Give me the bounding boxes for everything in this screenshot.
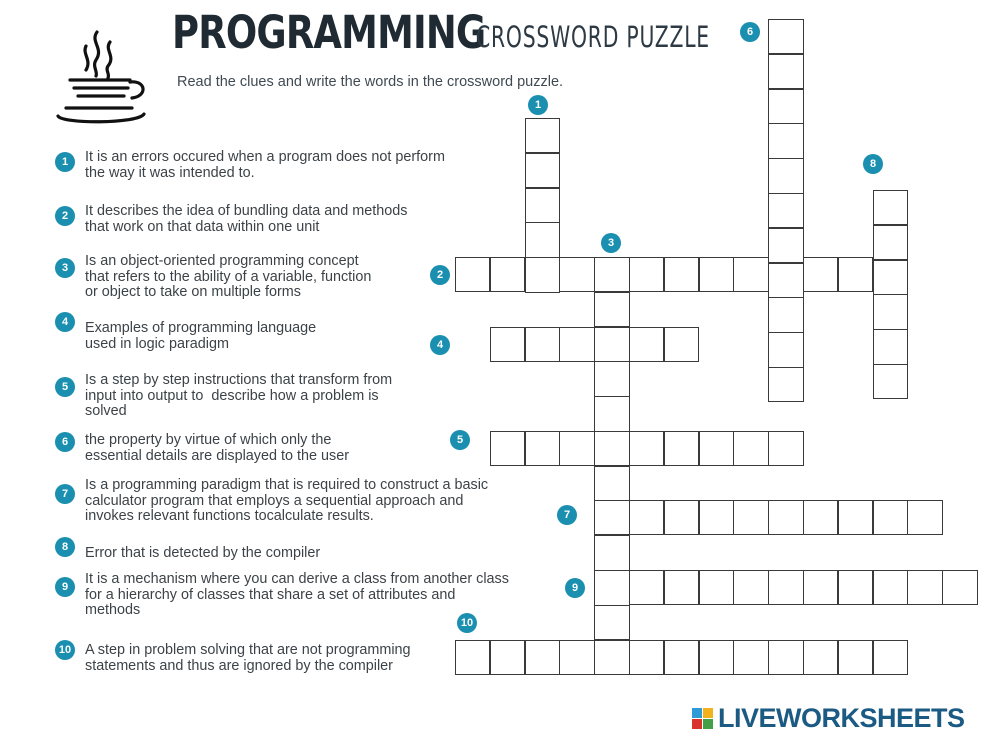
crossword-cell[interactable] [629, 431, 664, 466]
crossword-cell[interactable] [768, 89, 803, 124]
grid-number-3: 3 [601, 233, 621, 253]
crossword-cell[interactable] [629, 327, 664, 362]
crossword-cell[interactable] [873, 294, 908, 329]
crossword-cell[interactable] [907, 570, 942, 605]
clue-number: 4 [55, 312, 75, 332]
clue-text: Is an object-oriented programming concept that refers to the ability of a variable, function or object to take on multiple forms [85, 253, 372, 300]
crossword-cell[interactable] [594, 292, 629, 327]
crossword-cell[interactable] [768, 297, 803, 332]
crossword-cell[interactable] [733, 640, 768, 675]
crossword-cell[interactable] [629, 500, 664, 535]
crossword-cell[interactable] [525, 188, 560, 223]
brand-name: LIVEWORKSHEETS [718, 703, 965, 733]
crossword-cell[interactable] [525, 222, 560, 257]
crossword-cell[interactable] [594, 257, 629, 292]
crossword-cell[interactable] [699, 257, 734, 292]
clue-text: Is a programming paradigm that is required to construct a basic calculator program that employs a sequential approach and invokes relevant functions tocalculate results. [85, 477, 489, 524]
crossword-cell[interactable] [525, 327, 560, 362]
grid-number-9: 9 [565, 578, 585, 598]
grid-number-2: 2 [430, 265, 450, 285]
crossword-cell[interactable] [699, 570, 734, 605]
crossword-cell[interactable] [490, 431, 525, 466]
crossword-cell[interactable] [768, 19, 803, 54]
crossword-cell[interactable] [559, 431, 594, 466]
crossword-cell[interactable] [664, 570, 699, 605]
crossword-cell[interactable] [768, 228, 803, 263]
clue-text: It is an errors occured when a program does not perform the way it was intended to. [85, 149, 445, 181]
crossword-cell[interactable] [525, 257, 560, 292]
crossword-cell[interactable] [803, 500, 838, 535]
crossword-cell[interactable] [873, 190, 908, 225]
crossword-cell[interactable] [629, 570, 664, 605]
clue-text: A step in problem solving that are not programming statements and thus are ignored by the compiler [85, 642, 411, 674]
crossword-cell[interactable] [594, 466, 629, 501]
grid-number-7: 7 [557, 505, 577, 525]
crossword-cell[interactable] [594, 327, 629, 362]
crossword-cell[interactable] [455, 640, 490, 675]
crossword-cell[interactable] [768, 193, 803, 228]
crossword-cell[interactable] [873, 500, 908, 535]
crossword-cell[interactable] [768, 54, 803, 89]
clue-number: 2 [55, 206, 75, 226]
clue-number: 3 [55, 258, 75, 278]
crossword-cell[interactable] [768, 263, 803, 298]
page-subtitle: CROSSWORD PUZZLE [476, 20, 710, 54]
grid-number-4: 4 [430, 335, 450, 355]
crossword-cell[interactable] [594, 396, 629, 431]
clue-text: Is a step by step instructions that transform from input into output to describe how a problem is solved [85, 372, 393, 419]
clue-number: 8 [55, 537, 75, 557]
crossword-cell[interactable] [733, 500, 768, 535]
clue-number: 6 [55, 432, 75, 452]
crossword-cell[interactable] [559, 257, 594, 292]
crossword-cell[interactable] [664, 500, 699, 535]
crossword-cell[interactable] [490, 257, 525, 292]
crossword-cell[interactable] [873, 329, 908, 364]
crossword-cell[interactable] [873, 225, 908, 260]
liveworksheets-brand [692, 703, 965, 734]
clue-number: 7 [55, 484, 75, 504]
clue-text: Examples of programming language used in logic paradigm [85, 320, 317, 352]
clue-text: Error that is detected by the compiler [85, 545, 321, 561]
crossword-cell[interactable] [803, 570, 838, 605]
clue-text: the property by virtue of which only the essential details are displayed to the user [85, 432, 349, 464]
clue-text: It is a mechanism where you can derive a class from another class for a hierarchy of classes that share a set of attributes and methods [85, 571, 509, 618]
crossword-cell[interactable] [733, 431, 768, 466]
crossword-cell[interactable] [594, 640, 629, 675]
crossword-cell[interactable] [873, 640, 908, 675]
crossword-cell[interactable] [699, 640, 734, 675]
crossword-cell[interactable] [664, 431, 699, 466]
crossword-cell[interactable] [594, 535, 629, 570]
crossword-cell[interactable] [907, 500, 942, 535]
crossword-cell[interactable] [525, 431, 560, 466]
crossword-cell[interactable] [768, 332, 803, 367]
crossword-cell[interactable] [664, 327, 699, 362]
crossword-cell[interactable] [768, 570, 803, 605]
grid-number-10: 10 [457, 613, 477, 633]
crossword-cell[interactable] [768, 158, 803, 193]
grid-number-8: 8 [863, 154, 883, 174]
crossword-cell[interactable] [455, 257, 490, 292]
crossword-cell[interactable] [838, 570, 873, 605]
page-title: PROGRAMMING [172, 6, 486, 59]
crossword-cell[interactable] [873, 260, 908, 295]
coffee-cup-icon [52, 24, 152, 134]
grid-number-1: 1 [528, 95, 548, 115]
crossword-cell[interactable] [733, 570, 768, 605]
crossword-cell[interactable] [664, 640, 699, 675]
crossword-cell[interactable] [873, 364, 908, 399]
crossword-cell[interactable] [525, 640, 560, 675]
crossword-cell[interactable] [768, 431, 803, 466]
crossword-cell[interactable] [803, 640, 838, 675]
liveworksheets-logo-icon [692, 708, 714, 730]
clue-number: 1 [55, 152, 75, 172]
crossword-cell[interactable] [803, 257, 838, 292]
crossword-cell[interactable] [629, 640, 664, 675]
crossword-cell[interactable] [559, 640, 594, 675]
crossword-cell[interactable] [490, 640, 525, 675]
crossword-cell[interactable] [873, 570, 908, 605]
crossword-cell[interactable] [768, 500, 803, 535]
crossword-cell[interactable] [838, 257, 873, 292]
crossword-cell[interactable] [594, 570, 629, 605]
crossword-cell[interactable] [838, 500, 873, 535]
grid-number-5: 5 [450, 430, 470, 450]
crossword-cell[interactable] [664, 257, 699, 292]
crossword-cell[interactable] [699, 431, 734, 466]
crossword-cell[interactable] [525, 118, 560, 153]
crossword-cell[interactable] [629, 257, 664, 292]
crossword-cell[interactable] [699, 500, 734, 535]
crossword-cell[interactable] [942, 570, 977, 605]
crossword-cell[interactable] [490, 327, 525, 362]
crossword-cell[interactable] [594, 361, 629, 396]
clue-number: 5 [55, 377, 75, 397]
grid-number-6: 6 [740, 22, 760, 42]
crossword-cell[interactable] [559, 327, 594, 362]
crossword-cell[interactable] [733, 257, 768, 292]
crossword-cell[interactable] [768, 123, 803, 158]
crossword-cell[interactable] [768, 640, 803, 675]
crossword-cell[interactable] [594, 500, 629, 535]
clue-text: It describes the idea of bundling data and methods that work on that data within one unit [85, 203, 408, 235]
crossword-cell[interactable] [838, 640, 873, 675]
crossword-cell[interactable] [594, 431, 629, 466]
clue-number: 10 [55, 640, 75, 660]
clue-number: 9 [55, 577, 75, 597]
instructions: Read the clues and write the words in the crossword puzzle. [177, 74, 564, 90]
crossword-cell[interactable] [525, 153, 560, 188]
crossword-cell[interactable] [768, 367, 803, 402]
crossword-cell[interactable] [594, 605, 629, 640]
